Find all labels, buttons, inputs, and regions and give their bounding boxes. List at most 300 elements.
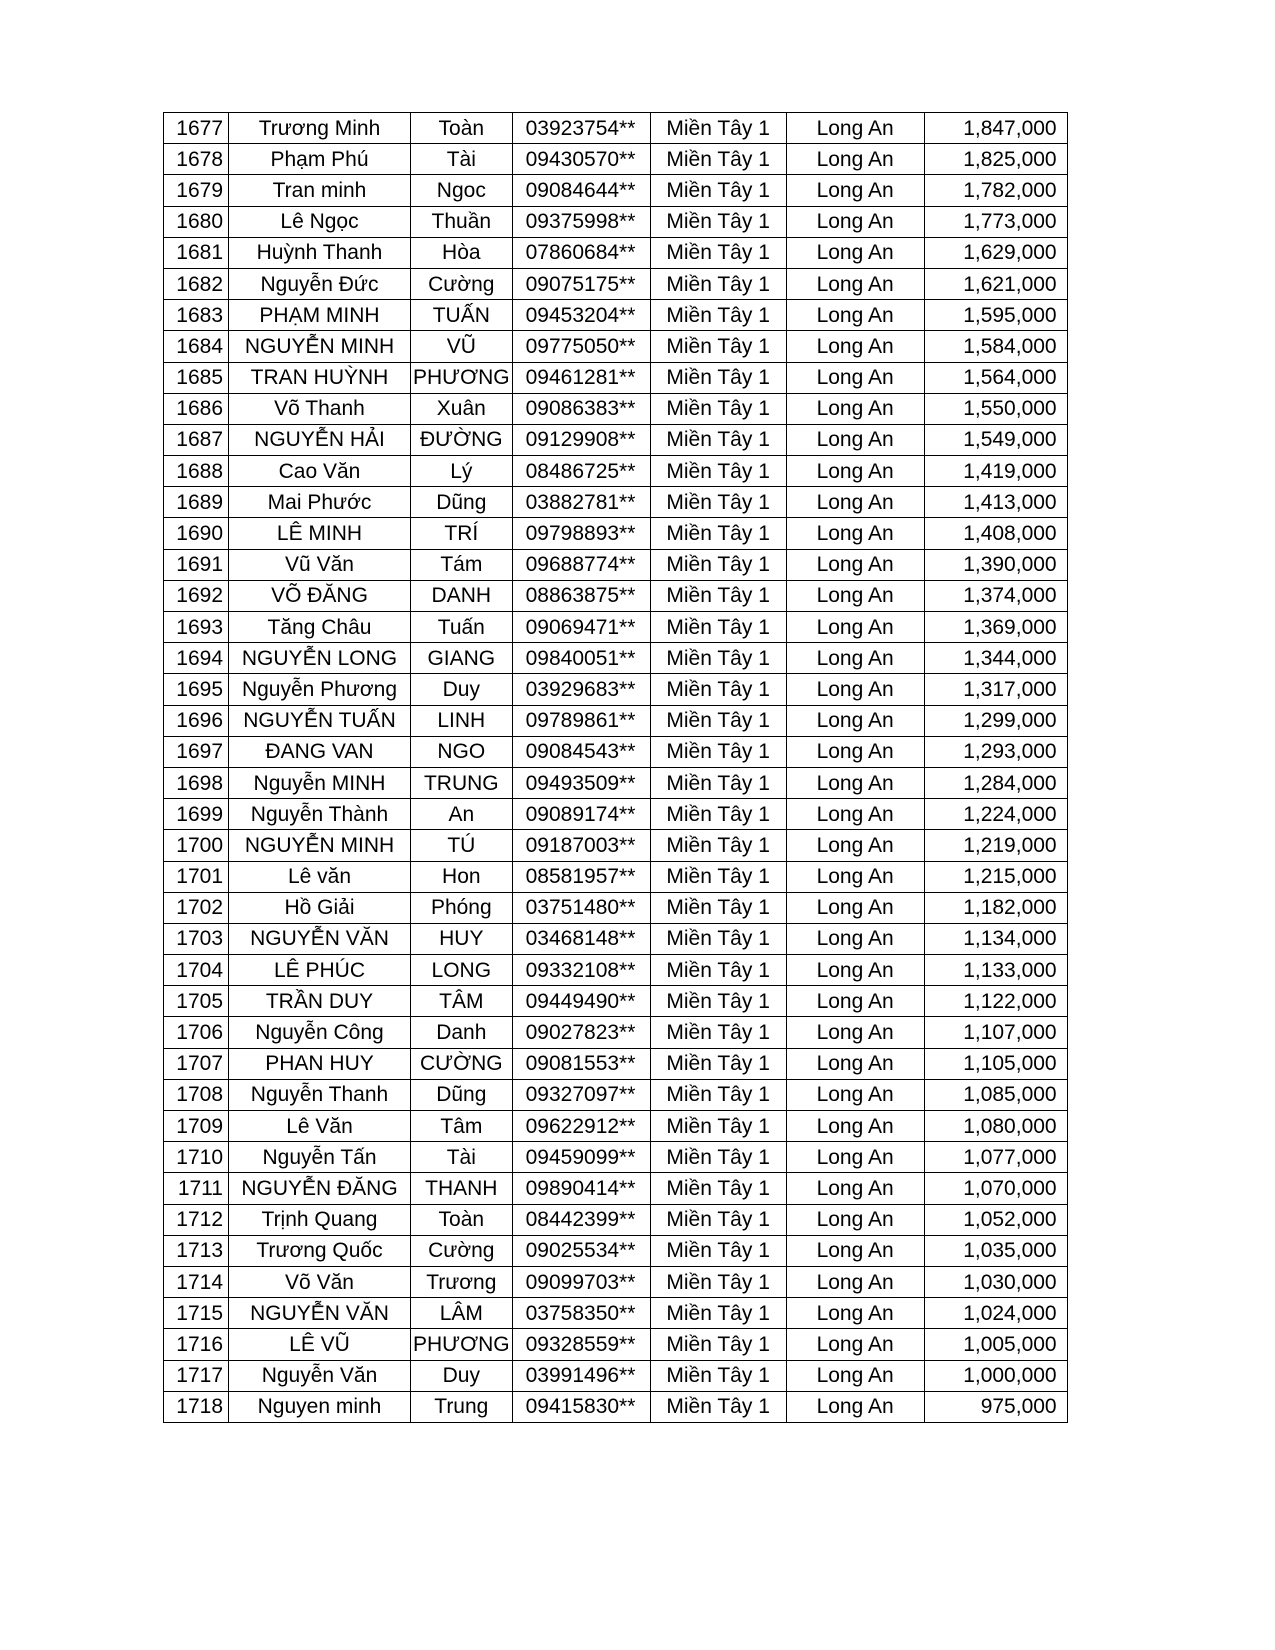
family-middle-name-cell: Mai Phước: [229, 487, 411, 518]
table-row: [164, 580, 1068, 611]
phone-number-cell: 09775050**: [512, 331, 650, 362]
province-cell: Long An: [786, 580, 924, 611]
province-cell: Long An: [786, 1142, 924, 1173]
region-cell: Miền Tây 1: [650, 736, 786, 767]
table-row: [164, 1173, 1068, 1204]
given-name-cell: PHƯƠNG: [411, 1329, 513, 1360]
region-cell: Miền Tây 1: [650, 206, 786, 237]
phone-number-cell: 09415830**: [512, 1391, 650, 1422]
phone-number-cell: 03929683**: [512, 674, 650, 705]
family-middle-name-cell: NGUYỄN VĂN: [229, 1298, 411, 1329]
family-middle-name-cell: VÕ ĐĂNG: [229, 580, 411, 611]
phone-number-cell: 09328559**: [512, 1329, 650, 1360]
row-number-cell: 1701: [164, 861, 229, 892]
family-middle-name-cell: ĐANG VAN: [229, 736, 411, 767]
family-middle-name-cell: Trịnh Quang: [229, 1204, 411, 1235]
phone-number-cell: 09375998**: [512, 206, 650, 237]
region-cell: Miền Tây 1: [650, 861, 786, 892]
given-name-cell: LINH: [411, 705, 513, 736]
given-name-cell: THANH: [411, 1173, 513, 1204]
province-cell: Long An: [786, 986, 924, 1017]
table-row: [164, 923, 1068, 954]
row-number-cell: 1681: [164, 237, 229, 268]
province-cell: Long An: [786, 424, 924, 455]
given-name-cell: Duy: [411, 674, 513, 705]
amount-cell: 1,584,000: [924, 331, 1067, 362]
table-row: [164, 393, 1068, 424]
row-number-cell: 1705: [164, 986, 229, 1017]
family-middle-name-cell: NGUYỄN MINH: [229, 331, 411, 362]
region-cell: Miền Tây 1: [650, 674, 786, 705]
region-cell: Miền Tây 1: [650, 643, 786, 674]
phone-number-cell: 08581957**: [512, 861, 650, 892]
phone-number-cell: 03991496**: [512, 1360, 650, 1391]
given-name-cell: Danh: [411, 1017, 513, 1048]
family-middle-name-cell: Nguyễn Phương: [229, 674, 411, 705]
region-cell: Miền Tây 1: [650, 113, 786, 144]
province-cell: Long An: [786, 113, 924, 144]
province-cell: Long An: [786, 175, 924, 206]
row-number-cell: 1707: [164, 1048, 229, 1079]
table-row: [164, 861, 1068, 892]
phone-number-cell: 09081553**: [512, 1048, 650, 1079]
row-number-cell: 1696: [164, 705, 229, 736]
table-row: [164, 705, 1068, 736]
row-number-cell: 1712: [164, 1204, 229, 1235]
family-middle-name-cell: Nguyễn Văn: [229, 1360, 411, 1391]
region-cell: Miền Tây 1: [650, 1266, 786, 1297]
given-name-cell: Dũng: [411, 487, 513, 518]
phone-number-cell: 09622912**: [512, 1111, 650, 1142]
phone-number-cell: 09430570**: [512, 144, 650, 175]
province-cell: Long An: [786, 799, 924, 830]
family-middle-name-cell: NGUYỄN TUẤN: [229, 705, 411, 736]
phone-number-cell: 03923754**: [512, 113, 650, 144]
row-number-cell: 1717: [164, 1360, 229, 1391]
table-row: [164, 1017, 1068, 1048]
amount-cell: 1,219,000: [924, 830, 1067, 861]
amount-cell: 1,035,000: [924, 1235, 1067, 1266]
family-middle-name-cell: Lê Văn: [229, 1111, 411, 1142]
province-cell: Long An: [786, 1017, 924, 1048]
region-cell: Miền Tây 1: [650, 580, 786, 611]
family-middle-name-cell: Huỳnh Thanh: [229, 237, 411, 268]
region-cell: Miền Tây 1: [650, 1142, 786, 1173]
given-name-cell: Duy: [411, 1360, 513, 1391]
given-name-cell: GIANG: [411, 643, 513, 674]
amount-cell: 1,621,000: [924, 268, 1067, 299]
row-number-cell: 1680: [164, 206, 229, 237]
table-row: [164, 1111, 1068, 1142]
family-middle-name-cell: Nguyễn MINH: [229, 767, 411, 798]
region-cell: Miền Tây 1: [650, 237, 786, 268]
phone-number-cell: 09493509**: [512, 767, 650, 798]
region-cell: Miền Tây 1: [650, 1079, 786, 1110]
phone-number-cell: 09084644**: [512, 175, 650, 206]
row-number-cell: 1685: [164, 362, 229, 393]
family-middle-name-cell: Lê Ngọc: [229, 206, 411, 237]
region-cell: Miền Tây 1: [650, 362, 786, 393]
table-row: [164, 643, 1068, 674]
row-number-cell: 1718: [164, 1391, 229, 1422]
amount-cell: 1,564,000: [924, 362, 1067, 393]
amount-cell: 1,107,000: [924, 1017, 1067, 1048]
province-cell: Long An: [786, 923, 924, 954]
table-row: [164, 1391, 1068, 1422]
amount-cell: 1,369,000: [924, 612, 1067, 643]
given-name-cell: Xuân: [411, 393, 513, 424]
province-cell: Long An: [786, 1329, 924, 1360]
row-number-cell: 1704: [164, 955, 229, 986]
province-cell: Long An: [786, 830, 924, 861]
given-name-cell: CƯỜNG: [411, 1048, 513, 1079]
family-middle-name-cell: Nguyễn Thành: [229, 799, 411, 830]
table-row: [164, 144, 1068, 175]
table-row: [164, 1329, 1068, 1360]
phone-number-cell: 08486725**: [512, 456, 650, 487]
amount-cell: 1,030,000: [924, 1266, 1067, 1297]
row-number-cell: 1711: [164, 1173, 229, 1204]
amount-cell: 1,085,000: [924, 1079, 1067, 1110]
row-number-cell: 1699: [164, 799, 229, 830]
province-cell: Long An: [786, 300, 924, 331]
region-cell: Miền Tây 1: [650, 767, 786, 798]
family-middle-name-cell: LÊ MINH: [229, 518, 411, 549]
amount-cell: 1,413,000: [924, 487, 1067, 518]
table-row: [164, 331, 1068, 362]
table-row: [164, 206, 1068, 237]
phone-number-cell: 09069471**: [512, 612, 650, 643]
given-name-cell: Hòa: [411, 237, 513, 268]
family-middle-name-cell: Hồ Giải: [229, 892, 411, 923]
region-cell: Miền Tây 1: [650, 830, 786, 861]
amount-cell: 1,550,000: [924, 393, 1067, 424]
phone-number-cell: 09449490**: [512, 986, 650, 1017]
row-number-cell: 1706: [164, 1017, 229, 1048]
given-name-cell: Cường: [411, 1235, 513, 1266]
row-number-cell: 1700: [164, 830, 229, 861]
given-name-cell: Thuần: [411, 206, 513, 237]
table-row: [164, 1048, 1068, 1079]
family-middle-name-cell: LÊ PHÚC: [229, 955, 411, 986]
table-body: [164, 113, 1068, 1423]
table-row: [164, 549, 1068, 580]
given-name-cell: Phóng: [411, 892, 513, 923]
province-cell: Long An: [786, 1298, 924, 1329]
amount-cell: 1,133,000: [924, 955, 1067, 986]
phone-number-cell: 09789861**: [512, 705, 650, 736]
row-number-cell: 1678: [164, 144, 229, 175]
row-number-cell: 1679: [164, 175, 229, 206]
row-number-cell: 1692: [164, 580, 229, 611]
row-number-cell: 1677: [164, 113, 229, 144]
phone-number-cell: 09327097**: [512, 1079, 650, 1110]
province-cell: Long An: [786, 705, 924, 736]
province-cell: Long An: [786, 736, 924, 767]
table-row: [164, 767, 1068, 798]
phone-number-cell: 09084543**: [512, 736, 650, 767]
province-cell: Long An: [786, 955, 924, 986]
amount-cell: 1,549,000: [924, 424, 1067, 455]
region-cell: Miền Tây 1: [650, 487, 786, 518]
given-name-cell: ĐƯỜNG: [411, 424, 513, 455]
province-cell: Long An: [786, 206, 924, 237]
region-cell: Miền Tây 1: [650, 331, 786, 362]
given-name-cell: Tuấn: [411, 612, 513, 643]
given-name-cell: TÂM: [411, 986, 513, 1017]
region-cell: Miền Tây 1: [650, 1111, 786, 1142]
family-middle-name-cell: PHAN HUY: [229, 1048, 411, 1079]
amount-cell: 1,847,000: [924, 113, 1067, 144]
family-middle-name-cell: Nguyễn Đức: [229, 268, 411, 299]
region-cell: Miền Tây 1: [650, 1298, 786, 1329]
row-number-cell: 1702: [164, 892, 229, 923]
family-middle-name-cell: NGUYỄN LONG: [229, 643, 411, 674]
table-row: [164, 362, 1068, 393]
province-cell: Long An: [786, 612, 924, 643]
amount-cell: 1,215,000: [924, 861, 1067, 892]
given-name-cell: Trương: [411, 1266, 513, 1297]
table-row: [164, 799, 1068, 830]
phone-number-cell: 03468148**: [512, 923, 650, 954]
amount-cell: 1,782,000: [924, 175, 1067, 206]
amount-cell: 1,024,000: [924, 1298, 1067, 1329]
province-cell: Long An: [786, 1266, 924, 1297]
given-name-cell: Lý: [411, 456, 513, 487]
row-number-cell: 1698: [164, 767, 229, 798]
row-number-cell: 1690: [164, 518, 229, 549]
given-name-cell: LÂM: [411, 1298, 513, 1329]
data-table: [163, 112, 1068, 1423]
amount-cell: 1,182,000: [924, 892, 1067, 923]
row-number-cell: 1697: [164, 736, 229, 767]
table-row: [164, 1298, 1068, 1329]
family-middle-name-cell: Cao Văn: [229, 456, 411, 487]
phone-number-cell: 09086383**: [512, 393, 650, 424]
phone-number-cell: 09089174**: [512, 799, 650, 830]
phone-number-cell: 03758350**: [512, 1298, 650, 1329]
table-row: [164, 268, 1068, 299]
given-name-cell: VŨ: [411, 331, 513, 362]
phone-number-cell: 09840051**: [512, 643, 650, 674]
amount-cell: 1,052,000: [924, 1204, 1067, 1235]
region-cell: Miền Tây 1: [650, 1204, 786, 1235]
amount-cell: 1,825,000: [924, 144, 1067, 175]
province-cell: Long An: [786, 456, 924, 487]
given-name-cell: PHƯƠNG: [411, 362, 513, 393]
row-number-cell: 1703: [164, 923, 229, 954]
given-name-cell: DANH: [411, 580, 513, 611]
region-cell: Miền Tây 1: [650, 175, 786, 206]
family-middle-name-cell: NGUYỄN HẢI: [229, 424, 411, 455]
table-row: [164, 986, 1068, 1017]
table-row: [164, 518, 1068, 549]
family-middle-name-cell: Nguyễn Thanh: [229, 1079, 411, 1110]
province-cell: Long An: [786, 1048, 924, 1079]
table-row: [164, 955, 1068, 986]
table-row: [164, 487, 1068, 518]
family-middle-name-cell: Nguyễn Tấn: [229, 1142, 411, 1173]
region-cell: Miền Tây 1: [650, 1235, 786, 1266]
region-cell: Miền Tây 1: [650, 892, 786, 923]
table-row: [164, 1360, 1068, 1391]
phone-number-cell: 09025534**: [512, 1235, 650, 1266]
amount-cell: 1,070,000: [924, 1173, 1067, 1204]
row-number-cell: 1709: [164, 1111, 229, 1142]
amount-cell: 1,122,000: [924, 986, 1067, 1017]
phone-number-cell: 09129908**: [512, 424, 650, 455]
family-middle-name-cell: Tăng Châu: [229, 612, 411, 643]
phone-number-cell: 08863875**: [512, 580, 650, 611]
region-cell: Miền Tây 1: [650, 1329, 786, 1360]
province-cell: Long An: [786, 1111, 924, 1142]
province-cell: Long An: [786, 1391, 924, 1422]
given-name-cell: Ngoc: [411, 175, 513, 206]
family-middle-name-cell: Vũ Văn: [229, 549, 411, 580]
region-cell: Miền Tây 1: [650, 268, 786, 299]
province-cell: Long An: [786, 861, 924, 892]
region-cell: Miền Tây 1: [650, 955, 786, 986]
table-row: [164, 1079, 1068, 1110]
family-middle-name-cell: Phạm Phú: [229, 144, 411, 175]
given-name-cell: Toàn: [411, 1204, 513, 1235]
amount-cell: 1,344,000: [924, 643, 1067, 674]
given-name-cell: LONG: [411, 955, 513, 986]
table-row: [164, 237, 1068, 268]
family-middle-name-cell: Tran minh: [229, 175, 411, 206]
table-row: [164, 612, 1068, 643]
row-number-cell: 1691: [164, 549, 229, 580]
amount-cell: 1,408,000: [924, 518, 1067, 549]
table-row: [164, 113, 1068, 144]
row-number-cell: 1686: [164, 393, 229, 424]
amount-cell: 1,629,000: [924, 237, 1067, 268]
region-cell: Miền Tây 1: [650, 1173, 786, 1204]
phone-number-cell: 09459099**: [512, 1142, 650, 1173]
given-name-cell: NGO: [411, 736, 513, 767]
family-middle-name-cell: TRAN HUỲNH: [229, 362, 411, 393]
amount-cell: 1,374,000: [924, 580, 1067, 611]
family-middle-name-cell: Nguyen minh: [229, 1391, 411, 1422]
given-name-cell: TRÍ: [411, 518, 513, 549]
family-middle-name-cell: TRẦN DUY: [229, 986, 411, 1017]
region-cell: Miền Tây 1: [650, 1048, 786, 1079]
given-name-cell: Trung: [411, 1391, 513, 1422]
phone-number-cell: 09027823**: [512, 1017, 650, 1048]
amount-cell: 1,284,000: [924, 767, 1067, 798]
region-cell: Miền Tây 1: [650, 424, 786, 455]
amount-cell: 975,000: [924, 1391, 1067, 1422]
row-number-cell: 1710: [164, 1142, 229, 1173]
amount-cell: 1,224,000: [924, 799, 1067, 830]
row-number-cell: 1715: [164, 1298, 229, 1329]
given-name-cell: Tài: [411, 144, 513, 175]
table-row: [164, 300, 1068, 331]
region-cell: Miền Tây 1: [650, 923, 786, 954]
row-number-cell: 1695: [164, 674, 229, 705]
phone-number-cell: 09332108**: [512, 955, 650, 986]
given-name-cell: Tám: [411, 549, 513, 580]
amount-cell: 1,595,000: [924, 300, 1067, 331]
phone-number-cell: 09798893**: [512, 518, 650, 549]
region-cell: Miền Tây 1: [650, 705, 786, 736]
province-cell: Long An: [786, 393, 924, 424]
phone-number-cell: 09890414**: [512, 1173, 650, 1204]
province-cell: Long An: [786, 1235, 924, 1266]
given-name-cell: Hon: [411, 861, 513, 892]
province-cell: Long An: [786, 674, 924, 705]
province-cell: Long An: [786, 892, 924, 923]
given-name-cell: TUẤN: [411, 300, 513, 331]
amount-cell: 1,105,000: [924, 1048, 1067, 1079]
family-middle-name-cell: Lê văn: [229, 861, 411, 892]
table-row: [164, 736, 1068, 767]
phone-number-cell: 07860684**: [512, 237, 650, 268]
table-row: [164, 424, 1068, 455]
table-row: [164, 175, 1068, 206]
region-cell: Miền Tây 1: [650, 456, 786, 487]
family-middle-name-cell: Võ Thanh: [229, 393, 411, 424]
family-middle-name-cell: NGUYỄN ĐĂNG: [229, 1173, 411, 1204]
row-number-cell: 1694: [164, 643, 229, 674]
amount-cell: 1,000,000: [924, 1360, 1067, 1391]
amount-cell: 1,134,000: [924, 923, 1067, 954]
phone-number-cell: 09453204**: [512, 300, 650, 331]
amount-cell: 1,390,000: [924, 549, 1067, 580]
row-number-cell: 1684: [164, 331, 229, 362]
region-cell: Miền Tây 1: [650, 300, 786, 331]
table-row: [164, 1235, 1068, 1266]
phone-number-cell: 03882781**: [512, 487, 650, 518]
region-cell: Miền Tây 1: [650, 393, 786, 424]
row-number-cell: 1714: [164, 1266, 229, 1297]
table-row: [164, 456, 1068, 487]
region-cell: Miền Tây 1: [650, 1391, 786, 1422]
province-cell: Long An: [786, 144, 924, 175]
amount-cell: 1,077,000: [924, 1142, 1067, 1173]
region-cell: Miền Tây 1: [650, 1017, 786, 1048]
family-middle-name-cell: Trương Quốc: [229, 1235, 411, 1266]
amount-cell: 1,419,000: [924, 456, 1067, 487]
amount-cell: 1,773,000: [924, 206, 1067, 237]
given-name-cell: Dũng: [411, 1079, 513, 1110]
given-name-cell: An: [411, 799, 513, 830]
family-middle-name-cell: Võ Văn: [229, 1266, 411, 1297]
region-cell: Miền Tây 1: [650, 612, 786, 643]
given-name-cell: Cường: [411, 268, 513, 299]
phone-number-cell: 09075175**: [512, 268, 650, 299]
phone-number-cell: 09099703**: [512, 1266, 650, 1297]
province-cell: Long An: [786, 362, 924, 393]
province-cell: Long An: [786, 268, 924, 299]
province-cell: Long An: [786, 643, 924, 674]
region-cell: Miền Tây 1: [650, 549, 786, 580]
phone-number-cell: 09187003**: [512, 830, 650, 861]
row-number-cell: 1689: [164, 487, 229, 518]
province-cell: Long An: [786, 1204, 924, 1235]
given-name-cell: TRUNG: [411, 767, 513, 798]
province-cell: Long An: [786, 549, 924, 580]
row-number-cell: 1687: [164, 424, 229, 455]
family-middle-name-cell: Trương Minh: [229, 113, 411, 144]
row-number-cell: 1683: [164, 300, 229, 331]
province-cell: Long An: [786, 487, 924, 518]
region-cell: Miền Tây 1: [650, 144, 786, 175]
amount-cell: 1,080,000: [924, 1111, 1067, 1142]
phone-number-cell: 03751480**: [512, 892, 650, 923]
province-cell: Long An: [786, 1079, 924, 1110]
province-cell: Long An: [786, 237, 924, 268]
